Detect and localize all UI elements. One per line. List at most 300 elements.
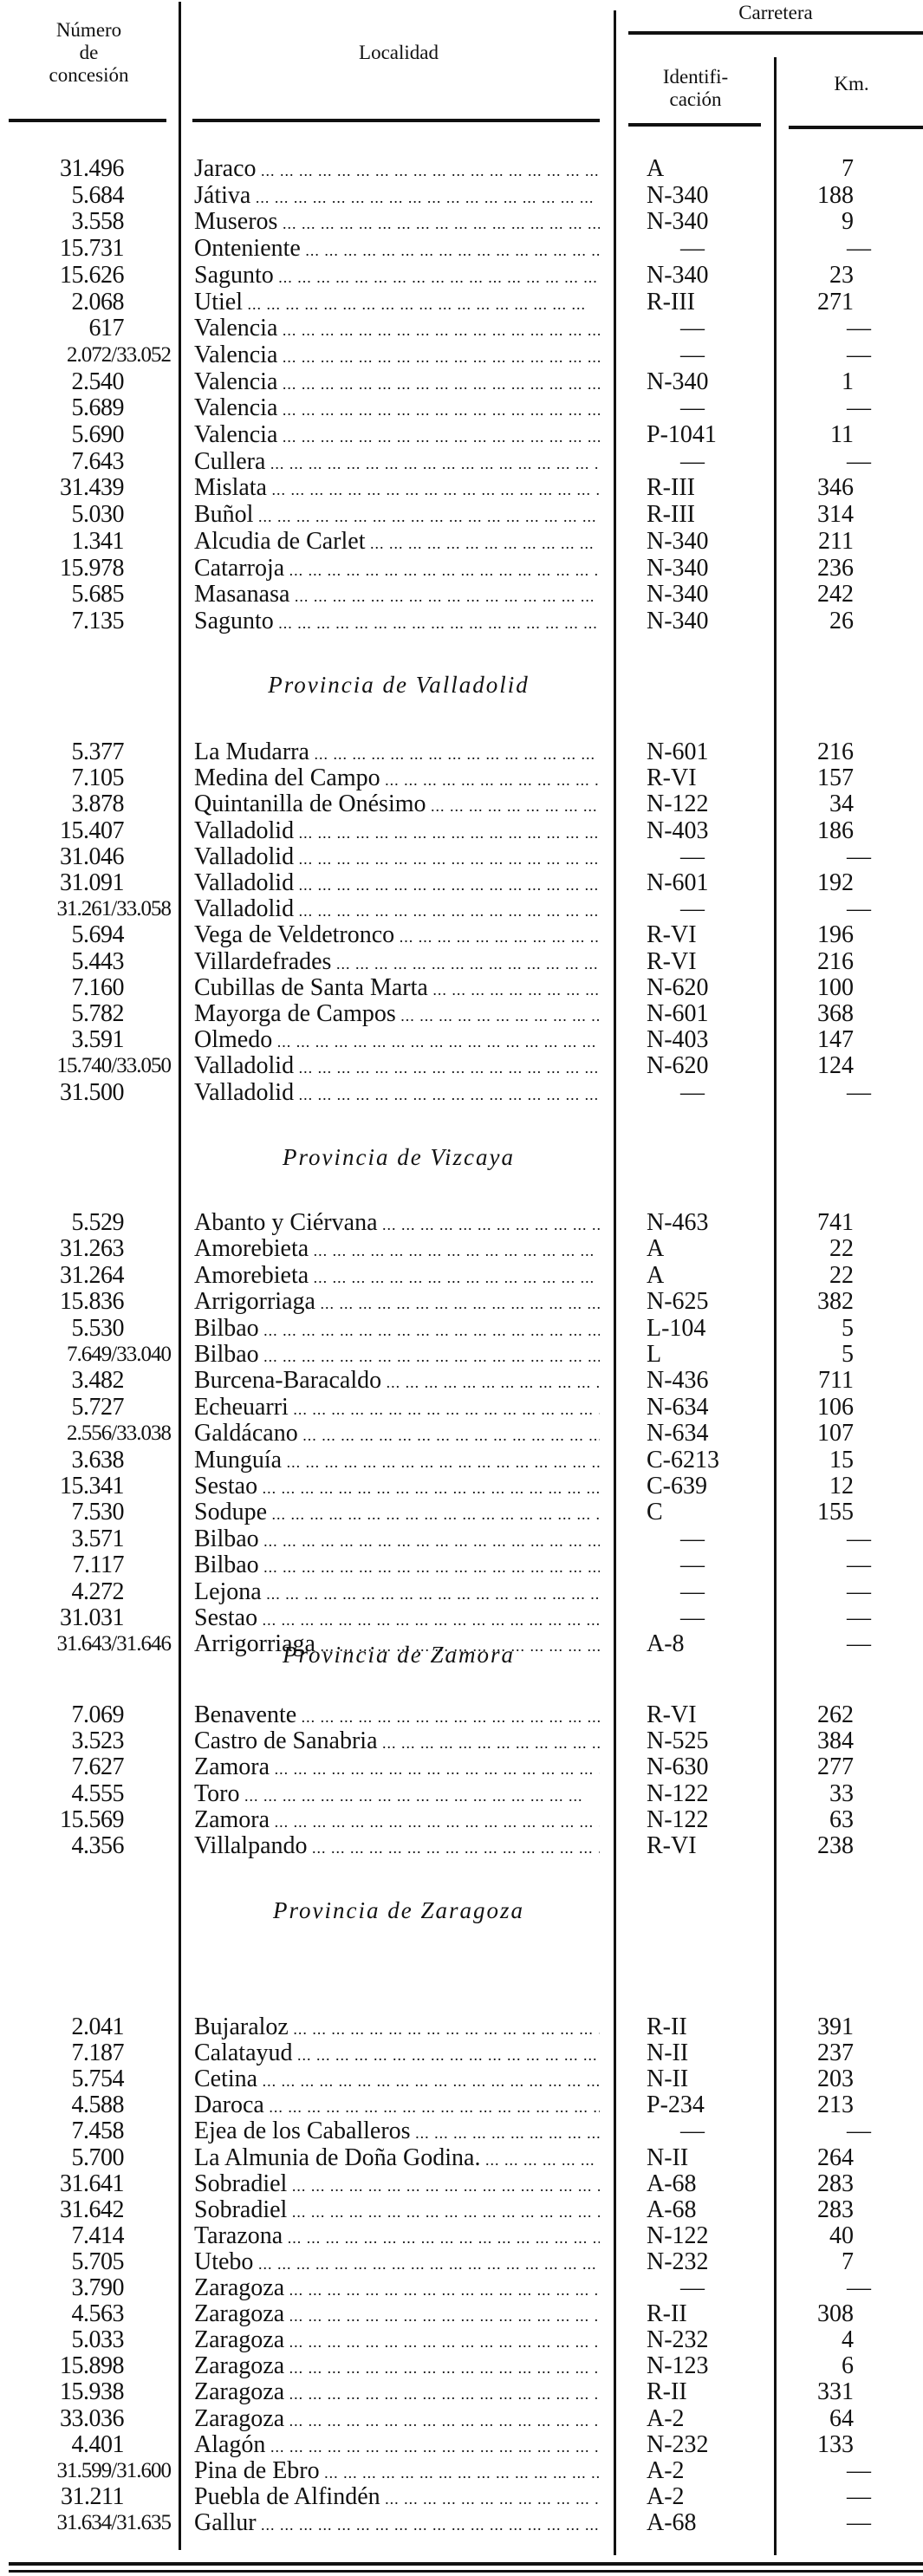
concession-number: 31.500 bbox=[60, 1078, 124, 1106]
header-rule-id bbox=[628, 123, 761, 127]
road-km: 192 bbox=[817, 869, 854, 896]
road-km: — bbox=[847, 1525, 871, 1552]
concession-number: 5.530 bbox=[71, 1314, 124, 1342]
road-identification: N-436 bbox=[647, 1367, 709, 1395]
road-identification: P-234 bbox=[647, 2091, 705, 2119]
road-identification: N-340 bbox=[647, 581, 709, 608]
table-row bbox=[0, 1781, 923, 1807]
table-row bbox=[0, 949, 923, 975]
locality: Onteniente ... . bbox=[194, 236, 600, 263]
concession-number: 15.938 bbox=[60, 2378, 124, 2406]
road-km: 147 bbox=[817, 1026, 854, 1054]
concession-number: 3.558 bbox=[71, 208, 124, 236]
locality: Zaragoza ... . bbox=[194, 2379, 600, 2407]
locality: Buñol ... . bbox=[194, 502, 600, 530]
locality: Valencia ... . bbox=[194, 369, 600, 397]
concession-number: 5.754 bbox=[71, 2065, 124, 2093]
concession-number: 5.705 bbox=[71, 2247, 124, 2275]
road-km: 283 bbox=[817, 2169, 854, 2197]
locality: Sodupe ... . bbox=[194, 1499, 600, 1527]
road-km: — bbox=[847, 341, 871, 368]
road-identification: R-III bbox=[647, 501, 695, 529]
road-identification: N-630 bbox=[647, 1753, 709, 1781]
locality: Arrigorriaga ... . bbox=[194, 1631, 600, 1659]
locality: Benavente ... . bbox=[194, 1702, 600, 1730]
table-row bbox=[0, 2379, 923, 2405]
concession-number: 31.599/31.600 bbox=[56, 2458, 171, 2482]
header-km: Km. bbox=[834, 73, 869, 94]
locality: Bilbao ... . bbox=[194, 1316, 600, 1343]
header-identification bbox=[628, 66, 763, 111]
road-identification: N-625 bbox=[647, 1288, 709, 1316]
locality: Masanasa ... . bbox=[194, 582, 600, 609]
road-identification: C bbox=[647, 1499, 663, 1526]
locality: La Mudarra ... . bbox=[194, 739, 600, 767]
road-identification: N-II bbox=[647, 2039, 689, 2067]
locality: Sagunto ... . bbox=[194, 608, 600, 636]
road-km: 314 bbox=[817, 501, 854, 529]
footer-rule-top bbox=[9, 2562, 923, 2566]
road-identification: A-2 bbox=[647, 2404, 685, 2432]
table-row bbox=[0, 1552, 923, 1578]
road-km: 26 bbox=[829, 607, 854, 634]
locality: Zaragoza ... . bbox=[194, 2275, 600, 2303]
concession-number: 2.556/33.038 bbox=[67, 1421, 171, 1446]
concession-number: 7.458 bbox=[71, 2117, 124, 2145]
locality: Sagunto ... . bbox=[194, 263, 600, 290]
road-identification: N-232 bbox=[647, 2247, 709, 2275]
road-identification: N-620 bbox=[647, 973, 709, 1001]
table-row bbox=[0, 2353, 923, 2379]
locality: Castro de Sanabria ... . bbox=[194, 1728, 600, 1756]
table-row bbox=[0, 1001, 923, 1027]
concession-number: 2.041 bbox=[71, 2013, 124, 2040]
road-identification: N-601 bbox=[647, 869, 709, 896]
road-identification: A-2 bbox=[647, 2456, 685, 2484]
table-row bbox=[0, 2275, 923, 2301]
road-km: — bbox=[847, 2274, 871, 2301]
concession-number: 7.069 bbox=[71, 1701, 124, 1728]
footer-rule-bottom bbox=[9, 2570, 923, 2573]
road-identification: — bbox=[680, 447, 705, 475]
road-km: 1 bbox=[842, 368, 854, 395]
road-identification: N-II bbox=[647, 2065, 689, 2093]
road-identification: N-340 bbox=[647, 208, 709, 236]
road-km: 4 bbox=[842, 2326, 854, 2354]
road-km: 236 bbox=[817, 554, 854, 582]
road-identification: — bbox=[680, 394, 705, 422]
table-row bbox=[0, 2301, 923, 2327]
concession-number: 3.482 bbox=[71, 1367, 124, 1395]
road-km: 7 bbox=[842, 2247, 854, 2275]
road-km: 22 bbox=[829, 1261, 854, 1289]
locality: Arrigorriaga ... . bbox=[194, 1289, 600, 1317]
road-km: 242 bbox=[817, 581, 854, 608]
concession-number: 1.341 bbox=[71, 527, 124, 555]
road-identification: A-68 bbox=[647, 2169, 697, 2197]
locality: Zaragoza ... . bbox=[194, 2353, 600, 2381]
concession-number: 7.105 bbox=[71, 764, 124, 792]
locality: Toro ... . bbox=[194, 1781, 600, 1809]
locality: Jaraco ... . bbox=[194, 156, 600, 184]
road-km: 188 bbox=[817, 181, 854, 209]
road-km: 277 bbox=[817, 1753, 854, 1781]
table-row bbox=[0, 1027, 923, 1053]
concession-number: 31.211 bbox=[61, 2482, 124, 2510]
road-identification: — bbox=[680, 895, 705, 923]
road-km: 196 bbox=[817, 921, 854, 949]
road-km: 12 bbox=[829, 1473, 854, 1499]
road-identification: R-VI bbox=[647, 1701, 697, 1728]
road-identification: A bbox=[647, 1235, 665, 1263]
province-heading: Provincia de Valladolid bbox=[268, 672, 530, 698]
road-km: 155 bbox=[817, 1499, 854, 1526]
table-row bbox=[0, 529, 923, 555]
concession-number: 31.641 bbox=[60, 2169, 124, 2197]
concession-number: 4.563 bbox=[71, 2300, 124, 2328]
locality: Pina de Ebro ... . bbox=[194, 2458, 600, 2486]
locality: Amorebieta ... . bbox=[194, 1263, 600, 1291]
road-identification: N-II bbox=[647, 2143, 689, 2171]
road-identification: A bbox=[647, 155, 665, 182]
table-row bbox=[0, 183, 923, 209]
road-identification: — bbox=[680, 2274, 705, 2301]
road-identification: C-6213 bbox=[647, 1446, 719, 1473]
road-km: 23 bbox=[829, 261, 854, 289]
locality: Utiel ... . bbox=[194, 289, 600, 317]
table-row bbox=[0, 2014, 923, 2040]
concession-number: 7.187 bbox=[71, 2039, 124, 2067]
concession-number: 2.068 bbox=[71, 288, 124, 315]
table-row bbox=[0, 2066, 923, 2092]
locality: Valencia ... . bbox=[194, 422, 600, 450]
road-identification: N-634 bbox=[647, 1420, 709, 1447]
locality: Valencia ... . bbox=[194, 315, 600, 343]
table-row bbox=[0, 2458, 923, 2484]
locality: Valencia ... . bbox=[194, 342, 600, 370]
table-row bbox=[0, 2197, 923, 2223]
table-row bbox=[0, 369, 923, 395]
road-identification: R-VI bbox=[647, 921, 697, 949]
table-row bbox=[0, 263, 923, 289]
road-identification: N-122 bbox=[647, 2221, 709, 2249]
road-km: 5 bbox=[842, 1341, 854, 1368]
road-identification: R-II bbox=[647, 2300, 687, 2328]
concession-number: 15.731 bbox=[60, 235, 124, 263]
locality: Cubillas de Santa Marta ... . bbox=[194, 975, 600, 1003]
road-identification: — bbox=[680, 1078, 705, 1106]
concession-number: 15.978 bbox=[60, 554, 124, 582]
locality: Mislata ... . bbox=[194, 475, 600, 503]
road-identification: N-340 bbox=[647, 261, 709, 289]
table-row bbox=[0, 1395, 923, 1421]
concession-number: 31.634/31.635 bbox=[56, 2510, 171, 2534]
concession-number: 7.530 bbox=[71, 1499, 124, 1526]
locality: Museros ... . bbox=[194, 209, 600, 237]
locality: Galdácano ... . bbox=[194, 1421, 600, 1448]
concession-number: 3.591 bbox=[71, 1026, 124, 1054]
table-row bbox=[0, 156, 923, 182]
locality: Sestao ... . bbox=[194, 1473, 600, 1501]
road-km: 308 bbox=[817, 2300, 854, 2328]
road-km: 5 bbox=[842, 1314, 854, 1342]
road-km: 15 bbox=[829, 1446, 854, 1473]
road-identification: N-232 bbox=[647, 2430, 709, 2458]
concession-number: 5.694 bbox=[71, 921, 124, 949]
road-km: 384 bbox=[817, 1727, 854, 1755]
concession-number: 31.046 bbox=[60, 842, 124, 870]
road-km: 63 bbox=[829, 1805, 854, 1833]
road-identification: N-340 bbox=[647, 181, 709, 209]
locality: Cetina ... . bbox=[194, 2066, 600, 2094]
road-km: — bbox=[847, 895, 871, 923]
road-identification: — bbox=[680, 341, 705, 368]
road-identification: — bbox=[680, 315, 705, 342]
locality: Bilbao ... . bbox=[194, 1342, 600, 1369]
concession-number: 31.439 bbox=[60, 474, 124, 502]
table-row bbox=[0, 1342, 923, 1368]
locality: Puebla de Alfindén ... . bbox=[194, 2484, 600, 2512]
road-km: 7 bbox=[842, 155, 854, 182]
table-row bbox=[0, 2223, 923, 2249]
concession-number: 15.898 bbox=[60, 2352, 124, 2380]
table-row bbox=[0, 608, 923, 634]
locality: Sobradiel ... . bbox=[194, 2171, 600, 2199]
locality: Vega de Veldetronco ... . bbox=[194, 922, 600, 950]
locality: Valladolid ... . bbox=[194, 1080, 600, 1108]
table-row bbox=[0, 209, 923, 235]
road-km: 34 bbox=[829, 790, 854, 818]
road-identification: L bbox=[647, 1341, 662, 1368]
locality: Sestao ... . bbox=[194, 1605, 600, 1633]
header-number-line: concesión bbox=[49, 64, 129, 86]
road-identification: R-II bbox=[647, 2013, 687, 2040]
road-identification: N-601 bbox=[647, 738, 709, 765]
road-identification: P-1041 bbox=[647, 421, 717, 448]
concession-number: 5.033 bbox=[71, 2326, 124, 2354]
road-km: 11 bbox=[830, 421, 854, 448]
locality: Villardefrades ... . bbox=[194, 949, 600, 977]
road-km: 106 bbox=[817, 1393, 854, 1421]
concession-number: 31.264 bbox=[60, 1261, 124, 1289]
locality: Alagón ... . bbox=[194, 2432, 600, 2460]
road-identification: A-2 bbox=[647, 2482, 685, 2510]
locality: Zaragoza ... . bbox=[194, 2327, 600, 2355]
table-row bbox=[0, 1473, 923, 1499]
road-identification: — bbox=[680, 842, 705, 870]
road-km: 382 bbox=[817, 1288, 854, 1316]
concession-number: 4.588 bbox=[71, 2091, 124, 2119]
concession-number: 33.036 bbox=[60, 2404, 124, 2432]
locality: Valladolid ... . bbox=[194, 896, 600, 924]
concession-number: 2.540 bbox=[71, 368, 124, 395]
road-identification: N-620 bbox=[647, 1052, 709, 1080]
concession-number: 15.740/33.050 bbox=[56, 1054, 171, 1078]
table-row bbox=[0, 2510, 923, 2536]
table-row bbox=[0, 2040, 923, 2066]
road-identification: N-403 bbox=[647, 816, 709, 844]
road-km: 107 bbox=[817, 1420, 854, 1447]
locality: Valladolid ... . bbox=[194, 870, 600, 898]
table-row bbox=[0, 315, 923, 342]
road-km: 346 bbox=[817, 474, 854, 502]
road-km: — bbox=[847, 842, 871, 870]
concession-number: 3.571 bbox=[71, 1525, 124, 1552]
concession-number: 31.643/31.646 bbox=[56, 1632, 171, 1656]
locality: Bujaraloz ... . bbox=[194, 2014, 600, 2042]
concession-number: 31.261/33.058 bbox=[56, 897, 171, 921]
road-km: — bbox=[847, 2482, 871, 2510]
locality: Valencia ... . bbox=[194, 395, 600, 423]
concession-number: 31.031 bbox=[60, 1604, 124, 1631]
locality: Mayorga de Campos ... . bbox=[194, 1001, 600, 1029]
concession-number: 3.638 bbox=[71, 1446, 124, 1473]
road-km: 331 bbox=[817, 2378, 854, 2406]
concession-number: 7.117 bbox=[72, 1551, 124, 1579]
concession-number: 4.401 bbox=[71, 2430, 124, 2458]
concession-number: 5.690 bbox=[71, 421, 124, 448]
road-identification: R-III bbox=[647, 288, 695, 315]
table-row bbox=[0, 422, 923, 448]
locality: Tarazona ... . bbox=[194, 2223, 600, 2251]
road-km: — bbox=[847, 2117, 871, 2145]
locality: Valladolid ... . bbox=[194, 818, 600, 846]
road-identification: A-68 bbox=[647, 2508, 697, 2536]
concession-number: 15.569 bbox=[60, 1805, 124, 1833]
road-km: — bbox=[847, 2456, 871, 2484]
road-km: — bbox=[847, 447, 871, 475]
concession-number: 15.407 bbox=[60, 816, 124, 844]
table-row bbox=[0, 1080, 923, 1106]
road-km: — bbox=[847, 315, 871, 342]
table-row bbox=[0, 975, 923, 1001]
road-km: 216 bbox=[817, 738, 854, 765]
concession-number: 7.643 bbox=[71, 447, 124, 475]
road-km: 133 bbox=[817, 2430, 854, 2458]
road-km: — bbox=[847, 394, 871, 422]
table-row bbox=[0, 818, 923, 844]
header-number-line: de bbox=[79, 42, 99, 63]
locality: Calatayud ... . bbox=[194, 2040, 600, 2068]
locality: Gallur ... . bbox=[194, 2510, 600, 2538]
header-rule-km bbox=[789, 126, 923, 129]
road-km: 100 bbox=[817, 973, 854, 1001]
table-row bbox=[0, 844, 923, 870]
concession-number: 31.496 bbox=[60, 155, 124, 182]
road-identification: N-601 bbox=[647, 1000, 709, 1027]
locality: Zamora ... . bbox=[194, 1754, 600, 1782]
table-row bbox=[0, 1702, 923, 1728]
road-identification: N-232 bbox=[647, 2326, 709, 2354]
table-row bbox=[0, 2092, 923, 2118]
table-row bbox=[0, 739, 923, 765]
road-identification: N-340 bbox=[647, 527, 709, 555]
road-km: — bbox=[847, 235, 871, 263]
locality: Catarroja ... . bbox=[194, 556, 600, 583]
road-identification: L-104 bbox=[647, 1314, 706, 1342]
road-km: 213 bbox=[817, 2091, 854, 2119]
road-km: 6 bbox=[842, 2352, 854, 2380]
table-row bbox=[0, 1236, 923, 1262]
concession-number: 7.627 bbox=[71, 1753, 124, 1781]
locality: Zaragoza ... . bbox=[194, 2301, 600, 2329]
table-row bbox=[0, 1316, 923, 1342]
road-km: 264 bbox=[817, 2143, 854, 2171]
road-identification: R-VI bbox=[647, 947, 697, 975]
table-row bbox=[0, 1728, 923, 1754]
concession-number: 617 bbox=[88, 315, 124, 342]
table-row bbox=[0, 765, 923, 791]
road-km: 40 bbox=[829, 2221, 854, 2249]
table-row bbox=[0, 1526, 923, 1552]
road-identification: N-122 bbox=[647, 1779, 709, 1807]
header-number bbox=[9, 19, 169, 87]
road-km: 391 bbox=[817, 2013, 854, 2040]
table-row bbox=[0, 1605, 923, 1631]
road-km: 237 bbox=[817, 2039, 854, 2067]
locality: Játiva ... . bbox=[194, 183, 600, 211]
concession-number: 5.684 bbox=[71, 181, 124, 209]
road-km: 368 bbox=[817, 1000, 854, 1027]
carretera-rule bbox=[628, 31, 923, 35]
road-identification: — bbox=[680, 1551, 705, 1579]
locality: Abanto y Ciérvana ... . bbox=[194, 1210, 600, 1238]
table-row bbox=[0, 1289, 923, 1315]
header-id-line: Identifi- bbox=[662, 66, 729, 88]
road-km: 211 bbox=[818, 527, 854, 555]
road-identification: A bbox=[647, 1261, 665, 1289]
table-row bbox=[0, 475, 923, 501]
road-identification: N-340 bbox=[647, 607, 709, 634]
concession-number: 3.790 bbox=[71, 2274, 124, 2301]
road-km: 203 bbox=[817, 2065, 854, 2093]
table-row bbox=[0, 2406, 923, 2432]
road-km: — bbox=[847, 1551, 871, 1579]
table-row bbox=[0, 2145, 923, 2171]
concession-number: 15.626 bbox=[60, 261, 124, 289]
concession-number: 7.414 bbox=[71, 2221, 124, 2249]
road-km: 238 bbox=[817, 1832, 854, 1859]
locality: Quintanilla de Onésimo ... . bbox=[194, 791, 600, 819]
road-km: 216 bbox=[817, 947, 854, 975]
road-km: 283 bbox=[817, 2195, 854, 2223]
concession-number: 31.642 bbox=[60, 2195, 124, 2223]
concession-number: 4.272 bbox=[71, 1577, 124, 1605]
locality: Munguía ... . bbox=[194, 1447, 600, 1475]
header-carretera: Carretera bbox=[738, 2, 813, 23]
table-row bbox=[0, 1754, 923, 1780]
road-identification: — bbox=[680, 1525, 705, 1552]
concession-number: 7.649/33.040 bbox=[67, 1343, 171, 1366]
road-identification: — bbox=[680, 2117, 705, 2145]
table-row bbox=[0, 2484, 923, 2510]
locality: Zaragoza ... . bbox=[194, 2406, 600, 2434]
road-identification: A-68 bbox=[647, 2195, 697, 2223]
table-row bbox=[0, 342, 923, 368]
locality: Cullera ... . bbox=[194, 449, 600, 477]
table-row bbox=[0, 236, 923, 262]
concession-number: 7.160 bbox=[71, 973, 124, 1001]
road-km: — bbox=[847, 1604, 871, 1631]
locality: Sobradiel ... . bbox=[194, 2197, 600, 2225]
concession-number: 15.836 bbox=[60, 1288, 124, 1316]
table-row bbox=[0, 2171, 923, 2197]
table-row bbox=[0, 395, 923, 421]
concession-number: 5.727 bbox=[71, 1393, 124, 1421]
table-row bbox=[0, 1579, 923, 1605]
road-identification: C-639 bbox=[647, 1473, 707, 1499]
road-identification: R-III bbox=[647, 474, 695, 502]
